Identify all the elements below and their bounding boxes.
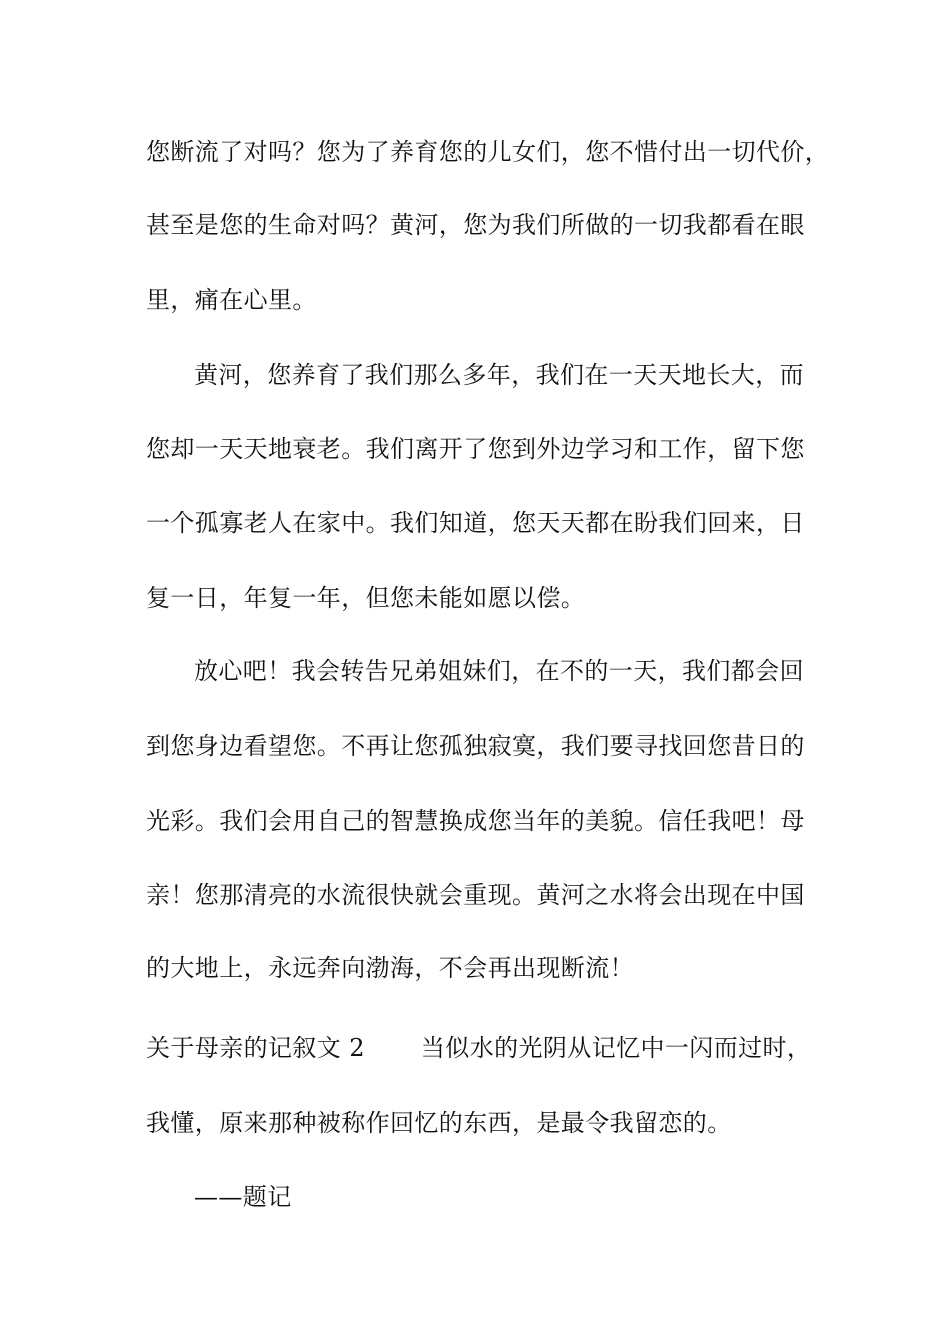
paragraph-3-line-5: 的大地上，永远奔向渤海，不会再出现断流！ [146, 954, 634, 982]
paragraph-1-line-2: 甚至是您的生命对吗？黄河，您为我们所做的一切我都看在眼 [146, 211, 805, 239]
paragraph-2-line-3: 一个孤寡老人在家中。我们知道，您天天都在盼我们回来，日 [146, 509, 805, 537]
section-2-line-2: 我懂，原来那种被称作回忆的东西，是最令我留恋的。 [146, 1109, 732, 1137]
paragraph-1-line-3: 里，痛在心里。 [146, 286, 317, 314]
section-2-title: 关于母亲的记叙文 2 [146, 1034, 365, 1062]
paragraph-3-line-1: 放心吧！我会转告兄弟姐妹们，在不的一天，我们都会回 [194, 657, 804, 685]
paragraph-2-line-2: 您却一天天地衰老。我们离开了您到外边学习和工作，留下您 [146, 435, 805, 463]
paragraph-2-line-1: 黄河，您养育了我们那么多年，我们在一天天地长大，而 [194, 361, 804, 389]
paragraph-3-line-2: 到您身边看望您。不再让您孤独寂寞，我们要寻找回您昔日的 [146, 732, 805, 760]
paragraph-1-line-1: 您断流了对吗？您为了养育您的儿女们，您不惜付出一切代价， [146, 138, 830, 166]
paragraph-3-line-3: 光彩。我们会用自己的智慧换成您当年的美貌。信任我吧！母 [146, 807, 805, 835]
section-2-opening-text: 当似水的光阴从记忆中一闪而过时， [420, 1034, 812, 1062]
section-2-first-line [146, 1033, 826, 1063]
epigraph: ——题记 [194, 1183, 292, 1211]
paragraph-2-line-4: 复一日，年复一年，但您未能如愿以偿。 [146, 584, 586, 612]
paragraph-3-line-4: 亲！您那清亮的水流很快就会重现。黄河之水将会出现在中国 [146, 881, 805, 909]
